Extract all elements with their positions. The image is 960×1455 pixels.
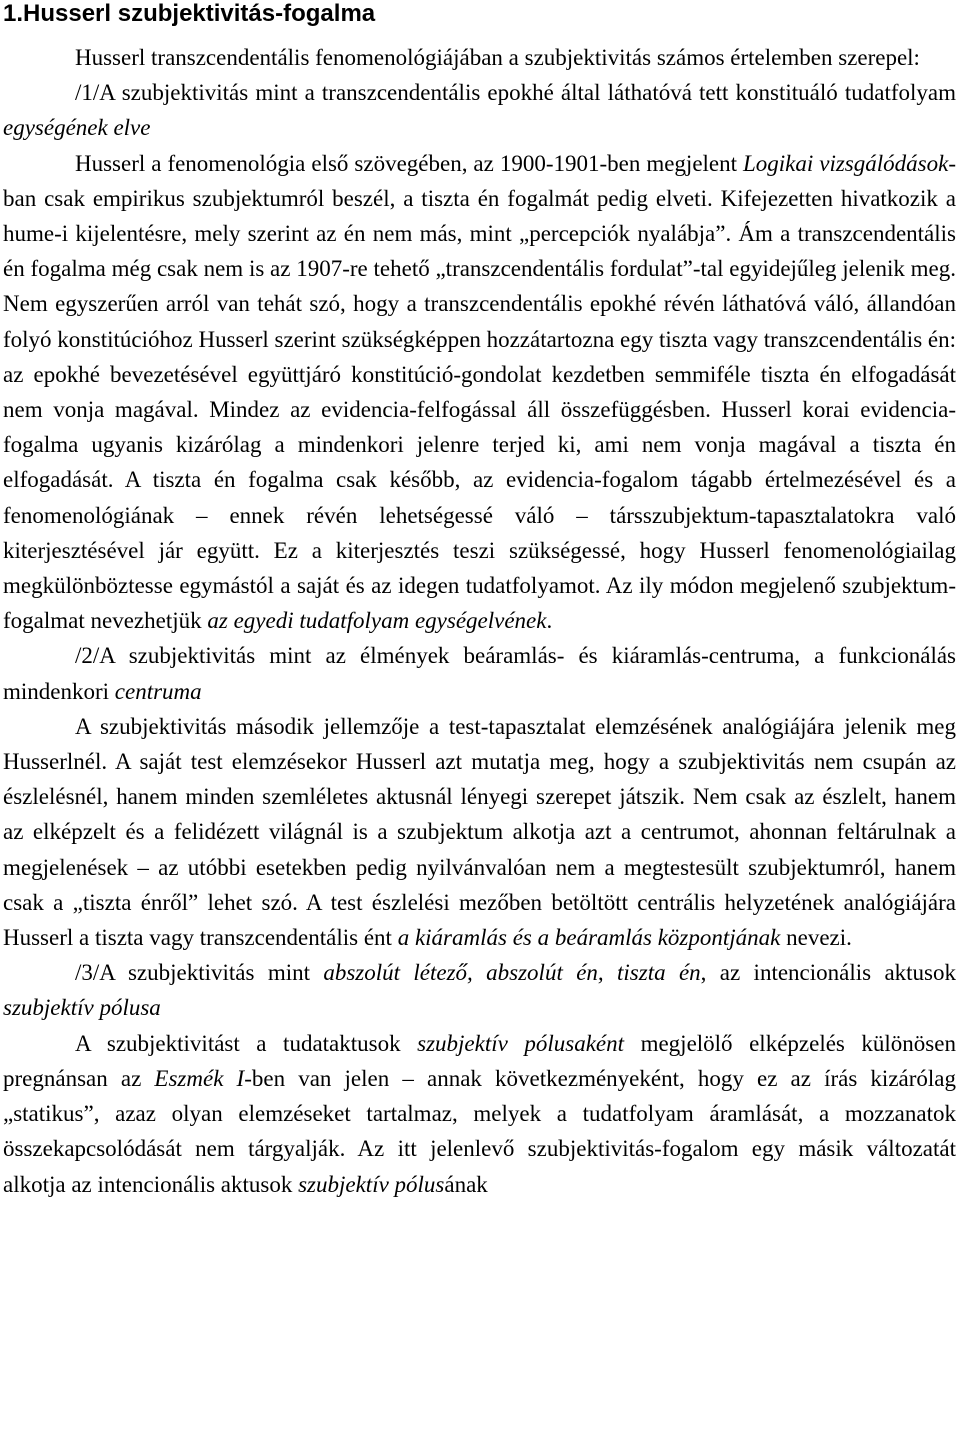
book-title-italic: Eszmék I [154,1065,245,1091]
section-3-heading-italic: abszolút létező, abszolút én, tiszta én [323,960,701,986]
section-3-paragraph [3,1026,956,1202]
section-3-heading [3,955,956,1025]
document-body [3,40,956,1202]
section-1-heading-italic: egységének elve [3,115,151,141]
section-2-paragraph [3,709,956,955]
emphasis-italic: az egyedi tudatfolyam egységelvének [207,608,547,634]
section-1-paragraph [3,146,956,639]
text-run: nevezi. [780,925,852,951]
section-2-heading-italic: centruma [114,678,202,704]
section-1-heading-text: /1/A szubjektivitás mint a transzcendentális epokhé által láthatóvá tett konstituáló tudatfolyam [75,80,956,106]
text-run: A szubjektivitást a tudataktusok [75,1030,418,1056]
emphasis-italic: a kiáramlás és a beáramlás központjának [397,925,781,951]
intro-paragraph: Husserl transzcendentális fenomenológiájában a szubjektivitás számos értelemben szerepel: [75,45,920,70]
text-run: A szubjektivitás második jellemzője a test-tapasztalat elemzésének analógiájára jelenik meg Husserlnél. A saját test elemzésekor Husserl azt mutatja meg, hogy a szubjektivitás nem csupán az észlelésnél, hanem minden szemléletes aktusnál lényegi szerepet játszik. Nem csak az észlelt, hanem az elképzelt és a felidézett világnál is a szubjektum alkotja azt a centrumot, ahonnan feltárulnak a megjelenések – az utóbbi esetekben pedig nyilvánvalóan nem a megtestesült szubjektumról, hanem csak a „tiszta énről” lehet szó. A test észlelési mezőben betöltött centrális helyzetének analógiájára Husserl a tiszta vagy transzcendentális ént [3,713,956,951]
section-1-heading [3,75,956,145]
text-run: -ban csak empirikus szubjektumról beszél, a tiszta én fogalmát pedig elveti. Kifejezetten hivatkozik a hume-i kijelentésre, mely szerint az én nem más, mint „percepciók nyalábja”. Ám a transzcendentális én fogalma még csak nem is az 1907-re tehető „transzcendentális fordulat”-tal egyidejűleg jelenik meg. Nem egyszerűen arról van tehát szó, hogy a transzcendentális epokhé révén láthatóvá váló, állandóan folyó konstitúcióhoz Husserl szerint szükségképpen hozzátartozna egy tiszta vagy transzcendentális én: az epokhé bevezetésével együttjáró konstitúció-gondolat kezdetben semmiféle tiszta én elfogadását nem vonja magával. Mindez az evidencia-felfogással áll összefüggésben. Husserl korai evidencia-fogalma ugyanis kizárólag a mindenkori jelenre terjed ki, ami nem vonja magával a tiszta én elfogadását. A tiszta én fogalma csak később, az evidencia-fogalom tágabb értelmezésével és a fenomenológiának – ennek révén lehetségessé váló – társszubjektum-tapasztalatokra való kiterjesztésével jár együtt. Ez a kiterjesztés teszi szükségessé, hogy Husserl fenomenológiailag megkülönböztesse egymástól a saját és az idegen tudatfolyamot. Az ily módon megjelenő szubjektum-fogalmat nevezhetjük [3,150,956,634]
section-title: 1.Husserl szubjektivitás-fogalma [3,0,376,27]
text-run: -ben van jelen – annak következményeként, hogy ez az írás kizárólag „statikus”, azaz olyan elemzéseket tartalmaz, melyek a tudatfolyam áramlását, a mozzanatok összekapcsolódását nem tárgyalják. Az itt jelenlevő szubjektivitás-fogalom egy másik változatát alkotja az intencionális aktusok [3,1065,956,1197]
book-title-italic: Logikai vizsgálódások [743,150,949,176]
section-2-heading-text: /2/A szubjektivitás mint az élmények beáramlás- és kiáramlás-centruma, a funkcionálás mindenkori [3,643,956,704]
text-run: megjelölő elképzelés különösen pregnánsan az [3,1030,956,1091]
text-run: ának [444,1171,488,1197]
section-2-heading [3,638,956,708]
emphasis-italic: szubjektív pólusaként [417,1030,625,1056]
section-3-heading-italic: szubjektív pólusa [3,995,161,1021]
emphasis-italic: szubjektív pólus [298,1171,445,1197]
text-run: Husserl a fenomenológia első szövegében, az 1900-1901-ben megjelent [75,150,743,176]
text-run: . [546,608,553,634]
section-3-heading-text: /3/A szubjektivitás mint [75,960,324,986]
section-3-heading-text: , az intencionális aktusok [700,960,956,986]
